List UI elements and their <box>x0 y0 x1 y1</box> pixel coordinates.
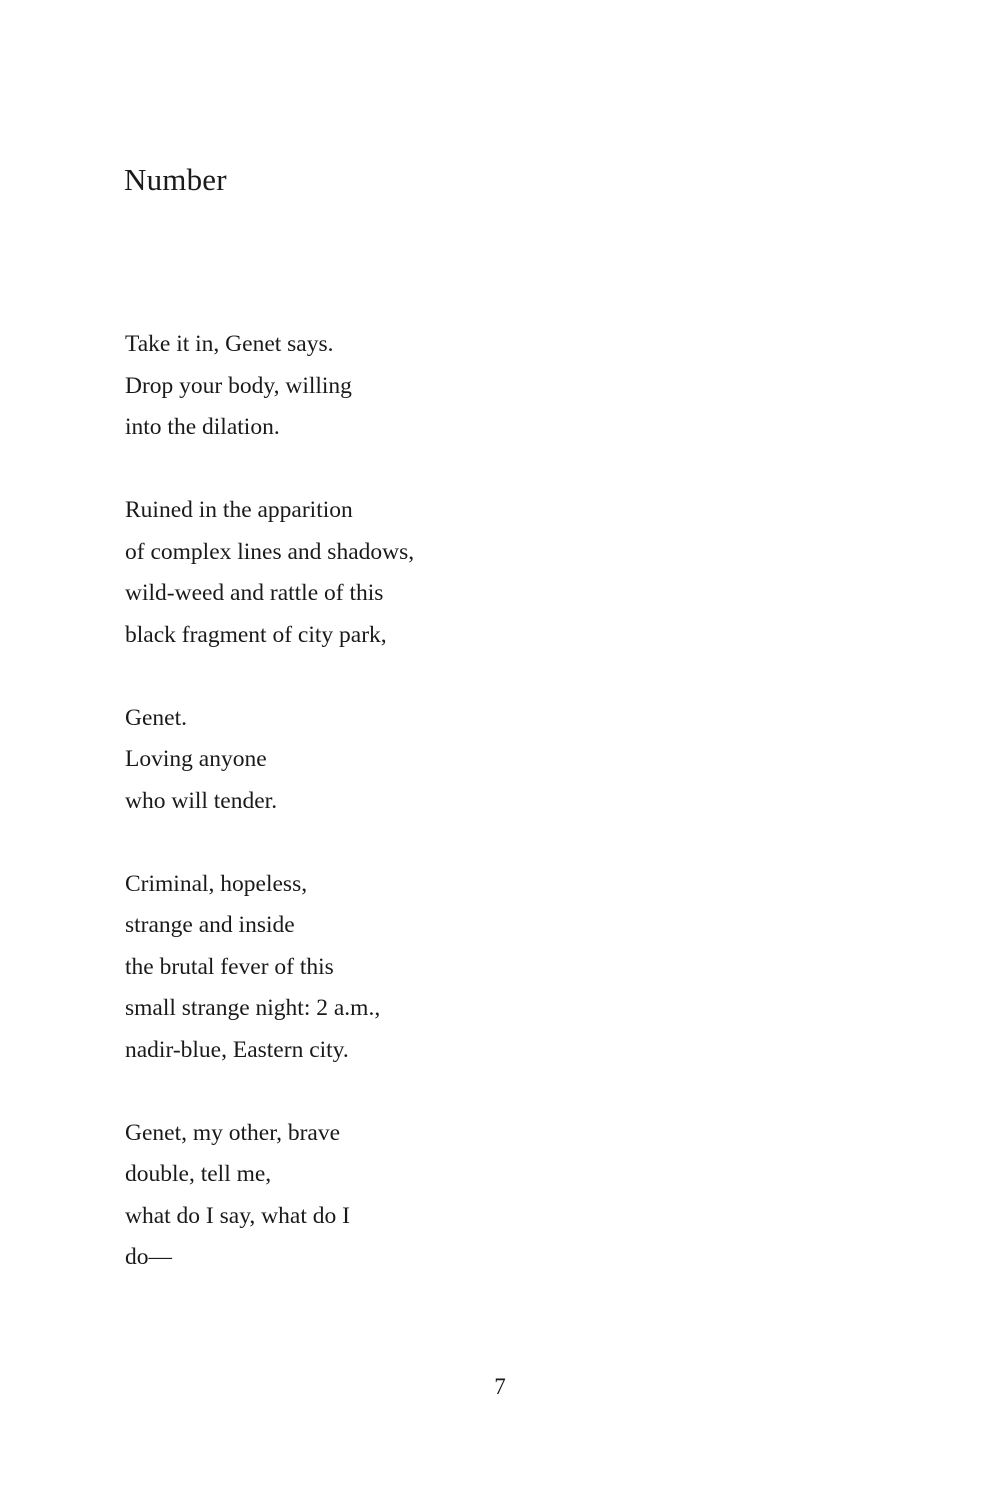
poem-line: do— <box>125 1244 172 1270</box>
poem-line: into the dilation. <box>125 414 280 440</box>
poem-line: Genet. <box>125 704 187 731</box>
stanza-2 <box>125 490 414 656</box>
stanza-1 <box>125 324 414 449</box>
stanza-4 <box>125 864 414 1072</box>
poem-line: of complex lines and shadows, <box>125 538 415 565</box>
stanza-5 <box>125 1113 414 1279</box>
poem-line: nadir-blue, Eastern city. <box>125 1036 349 1063</box>
poem-line: Drop your body, willing <box>125 372 352 399</box>
poem-line: black fragment of city park, <box>125 621 387 648</box>
poem-line: who will tender. <box>125 787 278 814</box>
stanza-3 <box>125 698 414 823</box>
poem-line: Ruined in the apparition <box>125 497 353 523</box>
poem-line: what do I say, what do I <box>125 1202 350 1229</box>
poem-line: small strange night: 2 a.m., <box>125 995 381 1021</box>
poem-line: double, tell me, <box>125 1161 272 1187</box>
poem-line: Loving anyone <box>125 746 267 772</box>
poem-line: strange and inside <box>125 912 295 938</box>
poem-line: Criminal, hopeless, <box>125 870 308 897</box>
poem-body <box>125 324 414 1320</box>
poem-line: Genet, my other, brave <box>125 1119 341 1146</box>
poem-line: the brutal fever of this <box>125 953 334 980</box>
poem-line: wild-weed and rattle of this <box>125 580 384 606</box>
poem-title: Number <box>124 162 227 197</box>
poem-line: Take it in, Genet says. <box>125 331 334 357</box>
page-number: 7 <box>494 1374 506 1399</box>
